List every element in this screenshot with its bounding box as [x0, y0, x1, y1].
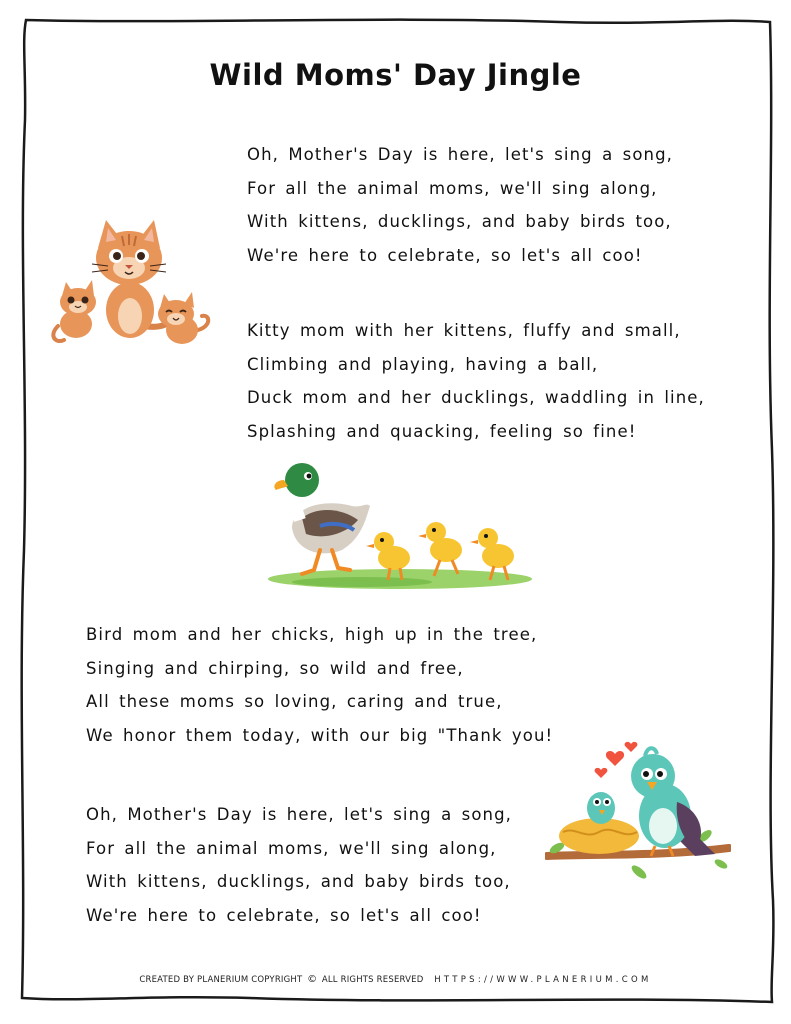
footer-url-link[interactable]: HTTPS://WWW.PLANERIUM.COM	[434, 975, 652, 985]
verse-line: Kitty mom with her kittens, fluffy and small,	[247, 321, 681, 340]
page-title: Wild Moms' Day Jingle	[209, 58, 582, 92]
verse-line: All these moms so loving, caring and true,	[86, 692, 503, 711]
stanza-1	[247, 138, 673, 272]
verse-line: With kittens, ducklings, and baby birds too,	[247, 212, 672, 231]
verse-line: We're here to celebrate, so let's all coo!	[86, 905, 482, 925]
page-footer	[0, 974, 791, 985]
verse-line: Oh, Mother's Day is here, let's sing a song,	[247, 145, 673, 164]
footer-credit: CREATED BY PLANERIUM COPYRIGHT	[139, 975, 303, 985]
stanza-2	[247, 314, 705, 448]
bird-family-illustration	[545, 736, 731, 886]
verse-line: Bird mom and her chicks, high up in the tree,	[86, 625, 538, 644]
verse-line: Climbing and playing, having a ball,	[247, 354, 599, 374]
verse-line: Splashing and quacking, feeling so fine!	[247, 421, 637, 441]
verse-line: We're here to celebrate, so let's all coo!	[247, 245, 643, 265]
stanza-4	[86, 798, 512, 932]
copyright-icon: ©	[307, 974, 318, 985]
verse-line: Oh, Mother's Day is here, let's sing a song,	[86, 805, 512, 824]
verse-line: With kittens, ducklings, and baby birds too,	[86, 872, 511, 891]
verse-line: For all the animal moms, we'll sing along,	[247, 178, 658, 198]
stanza-3	[86, 618, 553, 752]
verse-line: Duck mom and her ducklings, waddling in line,	[247, 388, 705, 407]
verse-line: For all the animal moms, we'll sing along,	[86, 838, 497, 858]
verse-line: Singing and chirping, so wild and free,	[86, 658, 464, 678]
duck-family-illustration	[262, 458, 534, 594]
cat-family-illustration	[48, 218, 213, 350]
verse-line: We honor them today, with our big "Thank you!	[86, 725, 554, 745]
footer-rights: ALL RIGHTS RESERVED	[321, 975, 424, 985]
